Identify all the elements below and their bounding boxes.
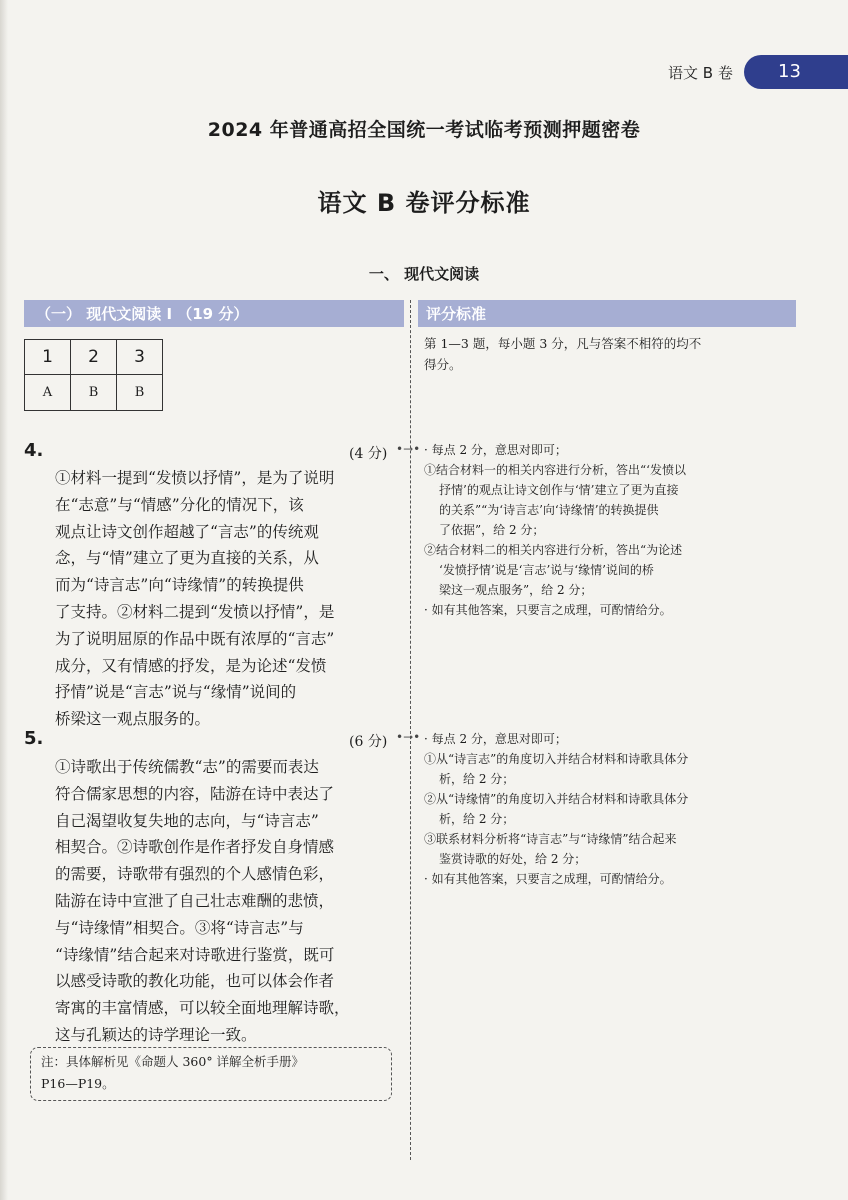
section-bar-right: [418, 300, 796, 327]
question-4-score: (4 分): [349, 446, 388, 462]
criteria-line: 的关系”“为‘诗言志’向‘诗缘情’的转换提供: [439, 503, 659, 517]
answer-line: 陆游在诗中宣泄了自己壮志难酬的悲愤，: [55, 891, 335, 910]
criteria-line: ③联系材料分析将“诗言志”与“诗缘情”结合起来: [424, 832, 677, 846]
answer-table-number: 3: [117, 340, 163, 375]
question-4-answer: [55, 465, 397, 733]
page-edge: [0, 0, 8, 1200]
answer-table-answer: B: [71, 375, 117, 411]
answer-line: 以感受诗歌的教化功能，也可以体会作者: [55, 972, 335, 991]
answer-line: 符合儒家思想的内容，陆游在诗中表达了: [55, 784, 335, 803]
answer-line: 了支持。②材料二提到“发愤以抒情”，是: [55, 602, 335, 621]
answer-line: 自己渴望收复失地的志向，与“诗言志”: [55, 811, 319, 830]
answer-line: 为了说明屈原的作品中既有浓厚的“言志”: [55, 629, 335, 648]
section-bar-right-label: 评分标准: [426, 305, 487, 323]
reference-note: [30, 1047, 392, 1101]
criteria-line: 析，给 2 分；: [439, 812, 515, 826]
criteria-line: 析，给 2 分；: [439, 772, 515, 786]
answer-table-answer: B: [117, 375, 163, 411]
criteria-line: · 如有其他答案，只要言之成理，可酌情给分。: [424, 872, 672, 886]
answer-table: [24, 339, 163, 411]
criteria-line: · 如有其他答案，只要言之成理，可酌情给分。: [424, 603, 672, 617]
criteria-line: 抒情’的观点让诗文创作与‘情’建立了更为直接: [439, 483, 679, 497]
criteria-intro: [424, 333, 792, 375]
answer-table-answer: A: [25, 375, 71, 411]
criteria-line: ②结合材料二的相关内容进行分析，答出“为论述: [424, 543, 683, 557]
answer-line: 成分，又有情感的抒发，是为论述“发愤: [55, 656, 327, 675]
criteria-line: ①结合材料一的相关内容进行分析，答出“‘发愤以: [424, 463, 686, 477]
section-bar-left: [24, 300, 404, 327]
answer-line: 而为“诗言志”向“诗缘情”的转换提供: [55, 576, 304, 595]
criteria-line: ②从“诗缘情”的角度切入并结合材料和诗歌具体分: [424, 792, 689, 806]
answer-line: 相契合。②诗歌创作是作者抒发自身情感: [55, 838, 335, 857]
question-5-score: (6 分): [349, 734, 388, 750]
page-number-badge: 13: [744, 55, 848, 89]
answer-line: 的需要，诗歌带有强烈的个人感情色彩，: [55, 865, 335, 884]
question-5-criteria: [424, 729, 794, 889]
criteria-line: ①从“诗言志”的角度切入并结合材料和诗歌具体分: [424, 752, 689, 766]
answer-line: 桥梁这一观点服务的。: [55, 710, 211, 729]
answer-line: 这与孔颖达的诗学理论一致。: [55, 1025, 257, 1044]
page-subtitle: 语文 B 卷评分标准: [317, 189, 531, 217]
arrow-connector-icon: •→•: [396, 442, 421, 456]
section-bar-left-label: （一） 现代文阅读 I （19 分）: [36, 305, 249, 323]
arrow-connector-icon: •→•: [396, 730, 421, 744]
answer-line: ①诗歌出于传统儒教“志”的需要而表达: [55, 758, 319, 776]
answer-line: 与“诗缘情”相契合。③将“诗言志”与: [55, 918, 304, 937]
criteria-line: · 每点 2 分，意思对即可；: [424, 443, 567, 457]
criteria-intro-line: 得分。: [424, 357, 462, 372]
criteria-line: 了依据”，给 2 分；: [439, 523, 545, 537]
question-5-answer: [55, 754, 397, 1049]
answer-line: 寄寓的丰富情感，可以较全面地理解诗歌，: [55, 999, 350, 1018]
question-4-number: 4.: [24, 440, 44, 461]
criteria-intro-line: 第 1—3 题，每小题 3 分，凡与答案不相符的均不: [424, 336, 702, 351]
question-5-number: 5.: [24, 728, 44, 749]
answer-line: ①材料一提到“发愤以抒情”，是为了说明: [55, 469, 335, 487]
criteria-line: · 每点 2 分，意思对即可；: [424, 732, 567, 746]
answer-line: 在“志意”与“情感”分化的情况下，该: [55, 495, 304, 514]
criteria-line: 鉴赏诗歌的好处，给 2 分；: [439, 852, 587, 866]
note-line: P16—P19。: [41, 1076, 115, 1091]
answer-table-number: 2: [71, 340, 117, 375]
criteria-line: 梁这一观点服务”，给 2 分；: [439, 583, 593, 597]
section-tab-label: 语文 B 卷: [668, 64, 733, 82]
question-4-criteria: [424, 440, 794, 620]
answer-line: 观点让诗文创作超越了“言志”的传统观: [55, 522, 319, 541]
answer-line: 抒情”说是“言志”说与“缘情”说间的: [55, 683, 297, 702]
answer-table-number: 1: [25, 340, 71, 375]
section-heading: 一、 现代文阅读: [368, 265, 480, 283]
answer-line: “诗缘情”结合起来对诗歌进行鉴赏，既可: [55, 945, 335, 964]
page-title: 2024 年普通高招全国统一考试临考预测押题密卷: [207, 119, 641, 141]
criteria-line: ‘发愤抒情’说是‘言志’说与‘缘情’说间的桥: [439, 563, 654, 577]
note-line: 注：具体解析见《命题人 360° 详解全析手册》: [41, 1054, 305, 1069]
answer-line: 念，与“情”建立了更为直接的关系，从: [55, 549, 319, 568]
